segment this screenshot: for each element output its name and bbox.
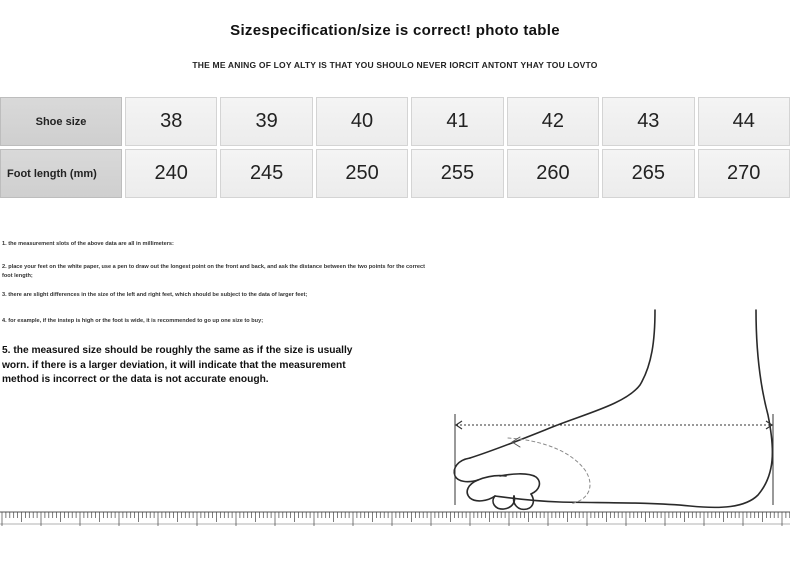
size-cell: 42 — [507, 97, 599, 146]
note-item: 1. the measurement slots of the above data are all in millimeters: — [2, 241, 174, 247]
length-cell: 255 — [411, 149, 503, 198]
foot-measurement-illustration — [0, 290, 790, 566]
shoe-size-row — [0, 97, 790, 146]
note-item: 3. there are slight differences in the size of the left and right feet, which should be subject to the data of larger feet; — [2, 292, 308, 298]
foot-length-header: Foot length (mm) — [0, 149, 122, 198]
page-title: Sizespecification/size is correct! photo table — [230, 22, 560, 39]
size-cell: 43 — [602, 97, 694, 146]
length-cell: 240 — [125, 149, 217, 198]
size-cell: 39 — [220, 97, 312, 146]
note-item-highlight: 5. the measured size should be roughly the same as if the size is usually worn. if there is a larger deviation, it will indicate that the measurement method is incorrect or the data is not accurate enough. — [2, 345, 353, 385]
foot-outline-icon — [454, 310, 772, 509]
length-cell: 250 — [316, 149, 408, 198]
size-cell: 41 — [411, 97, 503, 146]
size-cell: 38 — [125, 97, 217, 146]
foot-length-row — [0, 149, 790, 198]
note-item: 2. place your feet on the white paper, use a pen to draw out the longest point on the front and back, and ask the distance between the two points for the correct foot length; — [2, 264, 426, 279]
length-cell: 265 — [602, 149, 694, 198]
note-item: 4. for example, if the instep is high or the foot is wide, it is recommended to go up one size to buy; — [2, 318, 264, 324]
size-cell: 40 — [316, 97, 408, 146]
ruler-icon — [0, 512, 790, 526]
length-cell: 270 — [698, 149, 790, 198]
length-arrow-icon — [455, 414, 773, 505]
length-cell: 260 — [507, 149, 599, 198]
length-cell: 245 — [220, 149, 312, 198]
shoe-size-header: Shoe size — [0, 97, 122, 146]
page-subtitle: THE ME ANING OF LOY ALTY IS THAT YOU SHOULO NEVER IORCIT ANTONT YHAY TOU LOVTO — [192, 60, 598, 70]
size-cell: 44 — [698, 97, 790, 146]
size-table — [0, 97, 790, 198]
